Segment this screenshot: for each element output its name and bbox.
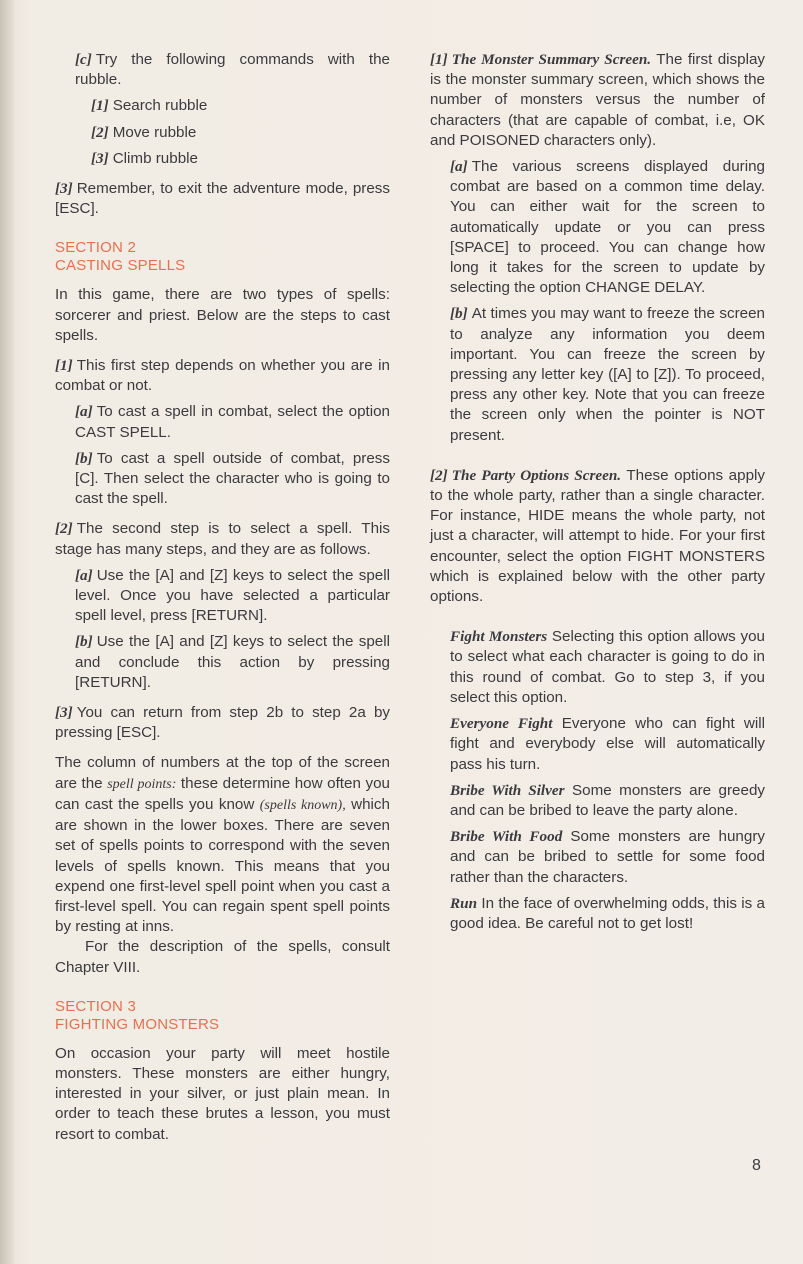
rubble-command: [1] Search rubble bbox=[91, 97, 208, 115]
consult-paragraph: For the description of the spells, consult Chapter VIII. bbox=[55, 938, 390, 976]
party-option-item: Everyone Fight Everyone who can fight will fight and everybody else will automatically pass his turn. bbox=[450, 715, 766, 773]
party-option-item: Bribe With Silver Some monsters are greedy and can be bribed to leave the party alone. bbox=[450, 781, 765, 819]
rubble-command: [2] Move rubble bbox=[91, 123, 197, 141]
spell-step-2b: [b] Use the [A] and [Z] keys to select the spell and conclude this action by pressing [RETURN]. bbox=[75, 633, 390, 691]
spell-step-1a: [a] To cast a spell in combat, select the option CAST SPELL. bbox=[75, 403, 390, 441]
spell-step-3: [3] You can return from step 2b to step 2a by pressing [ESC]. bbox=[55, 704, 390, 742]
party-options-title: The Party Options Screen. bbox=[451, 466, 622, 484]
option-name: Bribe With Food bbox=[450, 828, 563, 846]
spell-points-paragraph: The column of numbers at the top of the screen are the spell points: these determine how often you can cast the spells you know (spells known), which are shown in the lower boxes. There are seven set of spells points to correspond with the seven levels of spells known. This means that you expend one first-level spell point when you cast a first-level spell. You can regain spent spell points by resting at inns. bbox=[55, 754, 390, 936]
spell-step-2a: [a] Use the [A] and [Z] keys to select the spell level. Once you have selected a particular spell level, press [RETURN]. bbox=[75, 566, 390, 625]
summary-step-b: [b] At times you may want to freeze the screen to analyze any information you deem important. You can freeze the screen by pressing any letter key ([A] to [Z]). To proceed, press any other key. Note that you can freeze the screen only when the pointer is NOT present. bbox=[450, 305, 765, 444]
fighting-intro: On occasion your party will meet hostile monsters. These monsters are either hungry, interested in your silver, or just plain mean. In order to teach these brutes a lesson, you must resort to combat. bbox=[55, 1044, 390, 1143]
party-options-paragraph: [2] The Party Options Screen. These options apply to the whole party, rather than a single character. For instance, HIDE means the whole party, not just a character, will attempt to hide. For your first encounter, select the option FIGHT MONSTERS which is explained below with the other party options. bbox=[430, 466, 765, 606]
party-option-item: Run In the face of overwhelming odds, this is a good idea. Be careful not to get lost! bbox=[450, 894, 765, 932]
monster-summary-paragraph: [1] The Monster Summary Screen. The first display is the monster summary screen, which shows the number of monsters versus the number of characters (that are capable of combat, i.e, OK and POISONED characters only). bbox=[430, 51, 765, 149]
option-name: Everyone Fight bbox=[450, 715, 553, 733]
spell-step-1b: [b] To cast a spell outside of combat, press [C]. Then select the character who is going to cast the spell. bbox=[75, 449, 390, 508]
party-option-item: Bribe With Food Some monsters are hungry and can be bribed to settle for some food rather than the characters. bbox=[450, 828, 765, 886]
left-column bbox=[55, 50, 390, 1145]
section-2-heading: SECTION 2 CASTING SPELLS bbox=[55, 239, 186, 275]
term-spell-points: spell points: bbox=[107, 776, 177, 792]
option-name: Fight Monsters bbox=[450, 628, 548, 646]
exit-adventure-paragraph: [3] Remember, to exit the adventure mode, press [ESC]. bbox=[55, 180, 390, 218]
monster-summary-title: The Monster Summary Screen. bbox=[451, 51, 652, 68]
step-text: Try the following commands with the rubble. bbox=[75, 51, 390, 89]
spell-step-2: [2] The second step is to select a spell. This stage has many steps, and they are as follows. bbox=[55, 520, 390, 558]
page-number: 8 bbox=[752, 1157, 761, 1174]
option-name: Run bbox=[450, 894, 478, 912]
party-option-item: Fight Monsters Selecting this option allows you to select what each character is going to do in this round of combat. Go to step 3, if you select this option. bbox=[450, 628, 765, 706]
right-column bbox=[430, 50, 765, 934]
summary-step-a: [a] The various screens displayed during combat are based on a common time delay. You can either wait for the screen to automatically update or you can press [SPACE] to proceed. You can change how long it takes for the screen to update by selecting the option CHANGE DELAY. bbox=[450, 158, 765, 297]
page-spine-shadow bbox=[0, 0, 14, 1264]
section-3-heading: SECTION 3 FIGHTING MONSTERS bbox=[55, 997, 220, 1033]
step-label: [c] bbox=[75, 51, 92, 68]
rubble-command: [3] Climb rubble bbox=[91, 149, 198, 167]
option-name: Bribe With Silver bbox=[450, 781, 565, 799]
spell-step-1: [1] This first step depends on whether you are in combat or not. bbox=[55, 357, 390, 395]
spells-intro: In this game, there are two types of spells: sorcerer and priest. Below are the steps to cast spells. bbox=[55, 286, 390, 344]
step-c-paragraph bbox=[55, 50, 390, 90]
term-spells-known: (spells known), bbox=[259, 797, 346, 813]
